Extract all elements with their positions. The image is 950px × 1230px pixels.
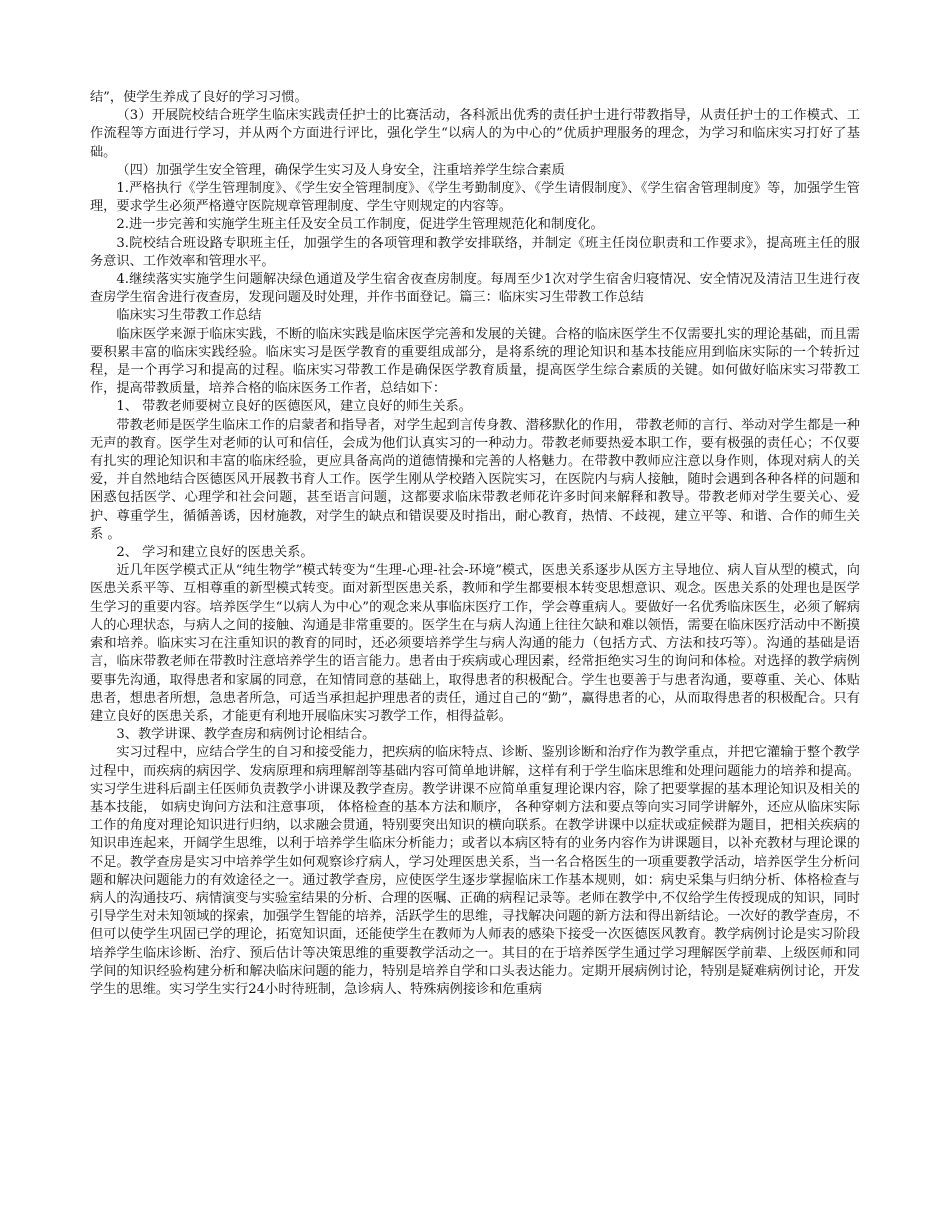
document-title: 临床实习生带教工作总结	[116, 308, 262, 324]
section-heading-4: （四）加强学生安全管理，确保学生实习及人身安全，注重培养学生综合素质	[116, 162, 565, 178]
paragraph-section-1: 带教老师是医学生临床工作的启蒙者和指导者，对学生起到言传身教、潜移默化的作用， 带教老师的言行、举动对学生都是一种无声的教育。医学生对老师的认可和信任，会成为他们认真实习的一种动力。带教老师要热爱本职工作，要有极强的责任心；不仅要有扎实的理论知识和丰富的临床经验，更应具备高尚的道德情操和完善的人格魅力。在带教中教师应注意以身作则，体现对病人的关爱，并自然地结合医德医风开展教书育人工作。医学生刚从学校踏入医院实习，在医院内与病人接触，随时会遇到各种各样的问题和困惑包括医学、心理学和社会问题，甚至语言问题，这都要求临床带教老师花许多时间来解释和教导。带教老师对学生要关心、爱护、尊重学生，循循善诱，因材施教，对学生的缺点和错误要及时指出，耐心教育，热情、不歧视，建立平等、和谐、合作的师生关系 。	[90, 417, 860, 542]
section-heading-2: 2、 学习和建立良好的医患关系。	[116, 545, 314, 561]
paragraph-item-4-1: 1.严格执行《学生管理制度》、《学生安全管理制度》、《学生考勤制度》、《学生请假制度》、《学生宿舍管理制度》等，加强学生管理，要求学生必须严格遵守医院规章管理制度、学生守则规定的内容等。	[90, 181, 860, 215]
paragraph-item-4-4: 4.继续落实实施学生问题解决绿色通道及学生宿舍夜查房制度。每周至少1次对学生宿舍归寝情况、安全情况及清洁卫生进行夜查房学生宿舍进行夜查房，发现问题及时处理，并作书面登记。篇三：临床实习生带教工作总结	[90, 272, 860, 306]
paragraph-item-3: （3）开展院校结合班学生临床实践责任护士的比赛活动，各科派出优秀的责任护士进行带教指导，从责任护士的工作模式、工作流程等方面进行学习，并从两个方面进行评比，强化学生“以病人的为中心的”优质护理服务的理念，为学习和临床实习打好了基础。	[90, 108, 860, 160]
paragraph-item-4-3: 3.院校结合班设路专职班主任，加强学生的各项管理和教学安排联络，并制定《班主任岗位职责和工作要求》，提高班主任的服务意识、工作效率和管理水平。	[90, 235, 860, 269]
document-body	[90, 89, 860, 999]
paragraph-item-4-2: 2.进一步完善和实施学生班主任及安全员工作制度，促进学生管理规范化和制度化。	[116, 217, 604, 233]
section-heading-1: 1、 带教老师要树立良好的医德医风，建立良好的师生关系。	[116, 399, 472, 415]
paragraph-section-2: 近几年医学模式正从“纯生物学”模式转变为“生理-心理-社会-环境”模式，医患关系逐步从医方主导地位、病人盲从型的模式，向医患关系平等、互相尊重的新型模式转变。面对新型医患关系，教师和学生都要根本转变思想意识、观念。医患关系的处理也是医学生学习的重要内容。培养医学生“以病人为中心”的观念来从事临床医疗工作，学会尊重病人。要做好一名优秀临床医生，必须了解病人的心理状态，与病人之间的接触、沟通是非常重要的。医学生在与病人沟通上往往欠缺和难以领悟，需要在临床医疗活动中不断摸索和培养。临床实习在注重知识的教育的同时，还必须要培养学生与病人沟通的能力（包括方式、方法和技巧等）。沟通的基础是语言，临床带教老师在带教时注意培养学生的语言能力。患者由于疾病或心理因素，经常拒绝实习生的询问和体检。对选择的教学病例要事先沟通，取得患者和家属的同意，在知情同意的基础上，取得患者的积极配合。学生也要善于与患者沟通，要尊重、关心、体贴患者，想患者所想，急患者所急，可适当承担起护理患者的责任，通过自己的“勤”，赢得患者的心，从而取得患者的积极配合。只有建立良好的医患关系，才能更有利地开展临床实习教学工作，相得益彰。	[90, 563, 860, 724]
paragraph-section-3: 实习过程中，应结合学生的自习和接受能力，把疾病的临床特点、诊断、鉴别诊断和治疗作为教学重点，并把它灌输于整个教学过程中，而疾病的病因学、发病原理和病理解剖等基础内容可简单地讲解，这样有利于学生临床思维和处理问题能力的培养和提高。实习学生进科后副主任医师负责教学小讲课及教学查房。教学讲课不应简单重复理论课内容，除了把要掌握的基本理论知识及相关的基本技能， 如病史询问方法和注意事项， 体格检查的基本方法和顺序， 各种穿刺方法和要点等向实习同学讲解外，还应从临床实际工作的角度对理论知识进行归纳，以求融会贯通，特别要突出知识的横向联系。在教学讲课中以症状或症候群为题目，把相关疾病的知识串连起来，开阔学生思维，以利于培养学生临床分析能力；或者以本病区特有的业务内容作为讲课题目，以补充教材与理论课的不足。教学查房是实习中培养学生如何观察诊疗病人，学习处理医患关系，当一名合格医生的一项重要教学活动，培养医学生分析问题和解决问题能力的有效途径之一。通过教学查房，应使医学生逐步掌握临床工作基本规则，如：病史采集与归纳分析、体格检查与病人的沟通技巧、病情演变与实验室结果的分析、合理的医嘱、正确的病程记录等。老师在教学中,不仅给学生传授现成的知识，同时引导学生对未知领域的探索，加强学生智能的培养，活跃学生的思维，寻找解决问题的新方法和得出新结论。一次好的教学查房，不但可以使学生巩固已学的理论，拓宽知识面，还能使学生在教师为人师表的感染下接受一次医德医风教育。教学病例讨论是实习阶段培养学生临床诊断、治疗、预后估计等决策思维的重要教学活动之一。其目的在于培养医学生通过学习理解医学前辈、上级医师和同学间的知识经验构建分析和解决临床问题的能力，特别是培养自学和口头表达能力。定期开展病例讨论，特别是疑难病例讨论，开发学生的思维。实习学生实行24小时待班制，急诊病人、特殊病例接诊和危重病	[90, 745, 860, 997]
paragraph-intro: 临床医学来源于临床实践，不断的临床实践是临床医学完善和发展的关键。合格的临床医学生不仅需要扎实的理论基础，而且需要积累丰富的临床实践经验。临床实习是医学教育的重要组成部分，是将系统的理论知识和基本技能应用到临床实际的一个转折过程，是一个再学习和提高的过程。临床实习带教工作是确保医学教育质量，提高医学生综合素质的关键。如何做好临床实习带教工作，提高带教质量，培养合格的临床医务工作者，总结如下：	[90, 326, 860, 397]
paragraph-continuation: 结”，使学生养成了良好的学习习惯。	[90, 90, 308, 105]
section-heading-3: 3、教学讲课、教学查房和病例讨论相结合。	[116, 727, 376, 743]
